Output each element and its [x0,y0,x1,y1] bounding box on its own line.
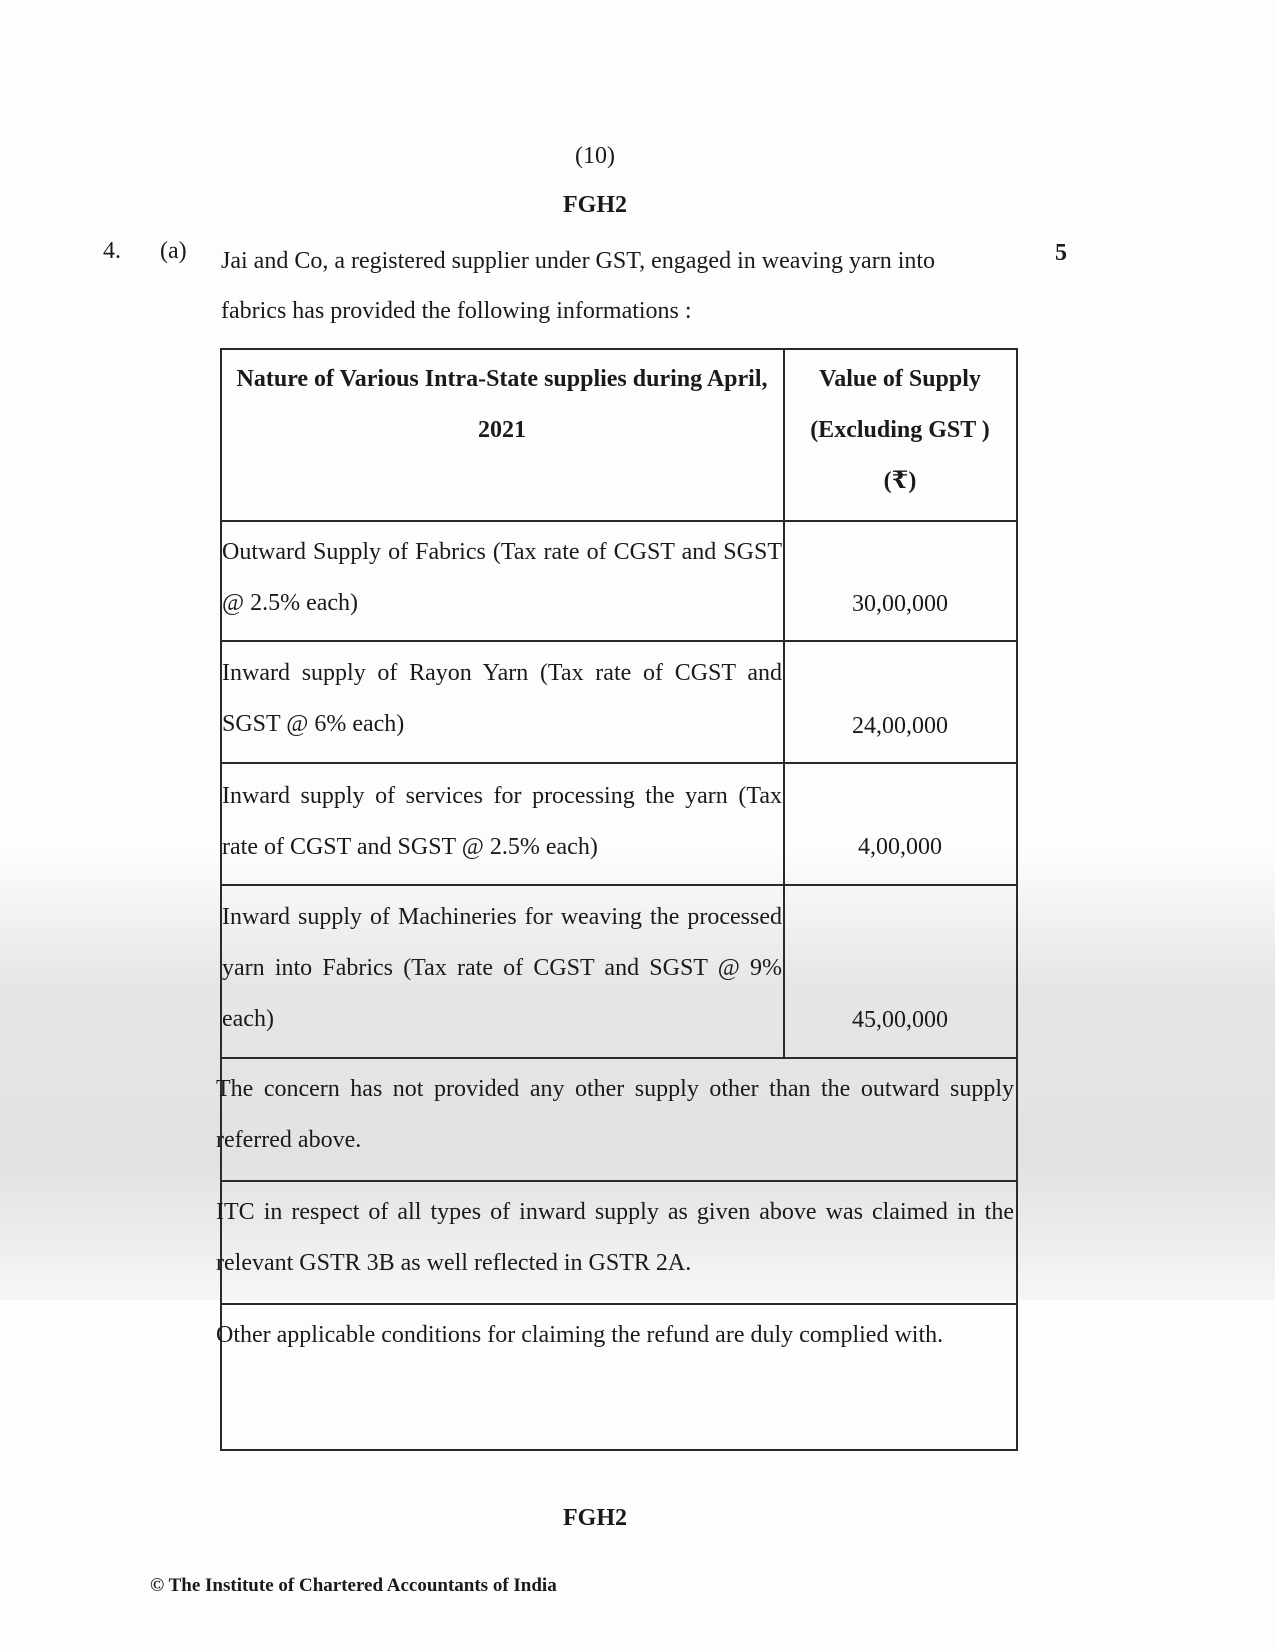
table-row-desc [222,648,782,750]
row-desc-text: Inward supply of Rayon Yarn (Tax rate of CGST and SGST @ 6% each) [222,660,782,737]
question-part: (a) [160,238,187,264]
table-note: The concern has not provided any other supply other than the outward supply referred above. [216,1076,1014,1153]
value-header-line: (Excluding GST ) [810,417,990,443]
table-header-value [786,354,1014,507]
question-number: 4. [103,238,121,264]
table-header-nature: Nature of Various Intra-State supplies during April, 2021 [236,366,768,443]
row-desc-text: Outward Supply of Fabrics (Tax rate of CGST and SGST @ 2.5% each) [222,539,782,616]
paper-code-footer: FGH2 [563,1505,627,1531]
value-header-line: (₹) [883,468,917,494]
table-row-value: 24,00,000 [852,713,948,739]
table-row-desc [222,892,782,1045]
question-intro: Jai and Co, a registered supplier under GST, engaged in weaving yarn into fabrics has provided the following informations : [221,248,936,324]
table-row-value: 45,00,000 [852,1007,948,1033]
table-divider [220,762,1018,764]
row-desc-text: Inward supply of services for processing the yarn (Tax rate of CGST and SGST @ 2.5% each) [222,783,782,860]
value-header-line: Value of Supply [819,366,981,392]
table-note: Other applicable conditions for claiming the refund are duly complied with. [216,1322,944,1348]
table-divider [220,520,1018,522]
table-divider [220,1303,1018,1305]
table-row-desc [222,527,782,629]
copyright-notice: © The Institute of Chartered Accountants of India [150,1575,557,1596]
table-row-value: 4,00,000 [858,834,942,860]
table-row-value: 30,00,000 [852,591,948,617]
column-divider [783,348,785,1058]
question-marks: 5 [1055,240,1067,266]
table-divider [220,1180,1018,1182]
table-note: ITC in respect of all types of inward supply as given above was claimed in the relevant GSTR 3B as well reflected in GSTR 2A. [216,1199,1014,1276]
table-divider [220,884,1018,886]
table-divider [220,640,1018,642]
table-divider [220,1057,1018,1059]
row-desc-text: Inward supply of Machineries for weaving the processed yarn into Fabrics (Tax rate of CGST and SGST @ 9% each) [222,904,782,1032]
page-number: (10) [575,143,615,169]
table-row-desc [222,771,782,873]
paper-code-header: FGH2 [563,192,627,218]
